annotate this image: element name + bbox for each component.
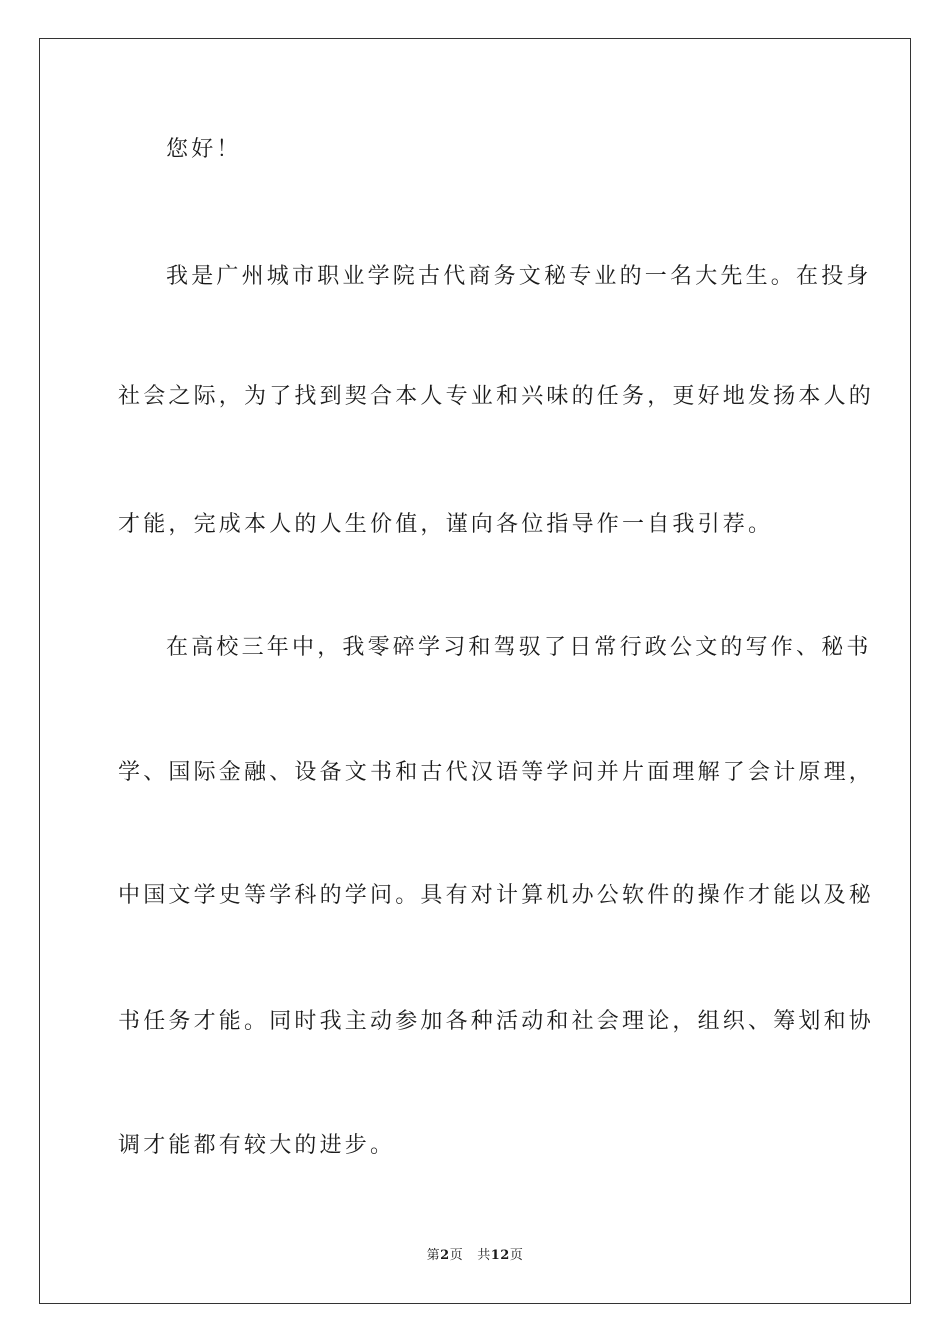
paragraph-2-line-4: 书任务才能。同时我主动参加各种活动和社会理论，组织、筹划和协 [118, 1009, 875, 1034]
footer-total-suffix: 页 [509, 1248, 524, 1263]
footer-total-prefix: 共 [477, 1248, 491, 1263]
paragraph-1-line-3: 才能，完成本人的人生价值，谨向各位指导作一自我引荐。 [118, 512, 774, 537]
page-footer [0, 1247, 950, 1265]
footer-page-suffix: 页 [449, 1248, 464, 1263]
paragraph-2-line-3: 中国文学史等学科的学问。具有对计算机办公软件的操作才能以及秘 [118, 883, 875, 908]
paragraph-2-line-5: 调才能都有较大的进步。 [118, 1133, 396, 1158]
paragraph-2-line-2: 学、国际金融、设备文书和古代汉语等学问并片面理解了会计原理， [118, 760, 875, 785]
paragraph-1-line-2: 社会之际，为了找到契合本人专业和兴味的任务，更好地发扬本人的 [118, 384, 875, 409]
footer-page-prefix: 第 [426, 1248, 441, 1263]
page-border [39, 38, 911, 1304]
footer-total-pages: 12 [490, 1248, 510, 1263]
footer-page-number: 2 [440, 1248, 450, 1263]
greeting-text: 您好！ [166, 137, 242, 162]
paragraph-2-line-1: 在高校三年中，我零碎学习和驾驭了日常行政公文的写作、秘书 [166, 635, 872, 660]
paragraph-1-line-1: 我是广州城市职业学院古代商务文秘专业的一名大先生。在投身 [166, 264, 872, 289]
